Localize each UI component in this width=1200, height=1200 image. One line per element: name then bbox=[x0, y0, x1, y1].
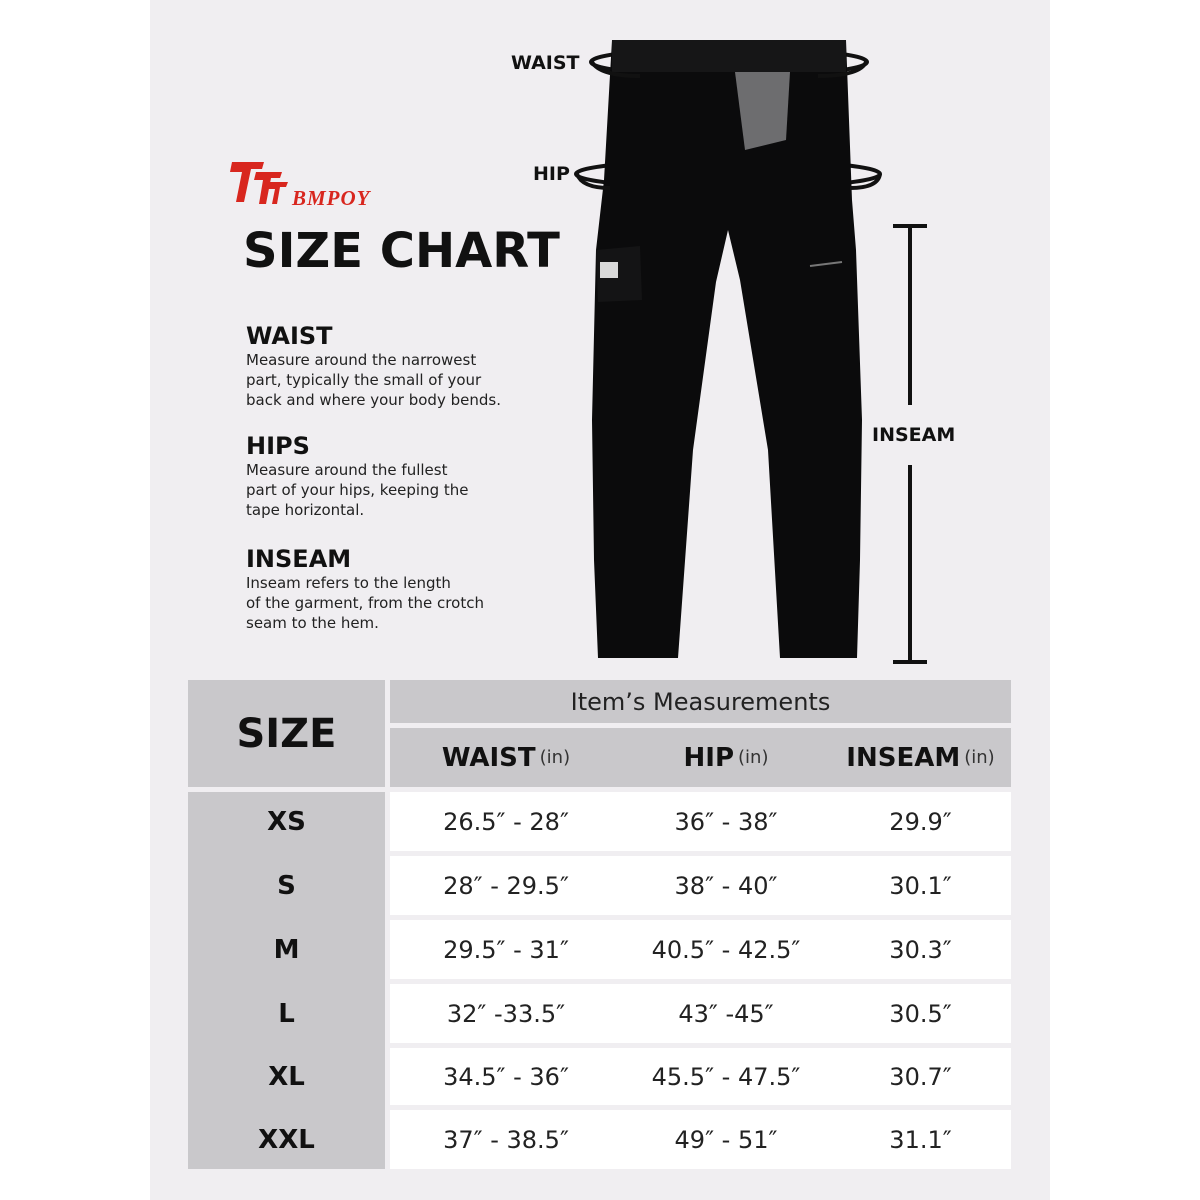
hip-cell bbox=[622, 984, 830, 1043]
section-inseam bbox=[246, 545, 576, 633]
brand-name: BMPOY bbox=[292, 186, 371, 210]
pocket-badge bbox=[600, 262, 618, 278]
section-line: seam to the hem. bbox=[246, 614, 379, 632]
waist-cell bbox=[390, 856, 622, 915]
hip-cell bbox=[622, 1048, 830, 1105]
waist-value: 37″ - 38.5″ bbox=[443, 1125, 569, 1154]
hip-value: 45.5″ - 47.5″ bbox=[651, 1062, 801, 1091]
waist-value: 26.5″ - 28″ bbox=[443, 807, 569, 836]
size-cell bbox=[188, 792, 385, 851]
section-line: back and where your body bends. bbox=[246, 391, 501, 409]
section-line: part of your hips, keeping the bbox=[246, 481, 469, 499]
inseam-value: 30.7″ bbox=[889, 1062, 952, 1091]
size-header-cell bbox=[188, 680, 385, 787]
inseam-cell bbox=[830, 984, 1011, 1043]
waist-cell bbox=[390, 1048, 622, 1105]
inseam-cell bbox=[830, 792, 1011, 851]
size-header: SIZE bbox=[236, 710, 337, 757]
column-header-unit: (in) bbox=[738, 747, 769, 768]
size-value: XS bbox=[267, 806, 306, 837]
section-heading: INSEAM bbox=[246, 545, 352, 573]
inseam-cell bbox=[830, 1048, 1011, 1105]
size-cell bbox=[188, 984, 385, 1043]
pants-shape bbox=[592, 40, 862, 658]
brand-logo bbox=[230, 158, 390, 210]
size-cell bbox=[188, 1048, 385, 1105]
size-cell bbox=[188, 856, 385, 915]
hip-value: 36″ - 38″ bbox=[674, 807, 778, 836]
size-value: L bbox=[278, 998, 295, 1029]
column-header-label: WAIST bbox=[441, 742, 536, 773]
waist-cell bbox=[390, 920, 622, 979]
inseam-cell bbox=[830, 856, 1011, 915]
hip-cell bbox=[622, 1110, 830, 1169]
section-line: Inseam refers to the length bbox=[246, 574, 451, 592]
section-heading: HIPS bbox=[246, 432, 310, 460]
size-cell bbox=[188, 920, 385, 979]
hip-cell bbox=[622, 856, 830, 915]
group-header-cell bbox=[390, 680, 1011, 723]
waistband bbox=[612, 40, 846, 72]
waist-value: 29.5″ - 31″ bbox=[443, 935, 569, 964]
column-header-label: INSEAM bbox=[846, 742, 961, 773]
section-heading: WAIST bbox=[246, 322, 333, 350]
hip-cell bbox=[622, 920, 830, 979]
section-line: Measure around the narrowest bbox=[246, 351, 477, 369]
pants-illustration bbox=[560, 0, 980, 680]
column-header-unit: (in) bbox=[539, 747, 571, 768]
inseam-callout: INSEAM bbox=[872, 424, 956, 446]
waist-cell bbox=[390, 792, 622, 851]
inseam-value: 29.9″ bbox=[889, 807, 952, 836]
hip-value: 43″ -45″ bbox=[678, 999, 774, 1028]
column-header-waist bbox=[390, 728, 622, 787]
waist-value: 34.5″ - 36″ bbox=[443, 1062, 569, 1091]
page-title: SIZE CHART bbox=[243, 223, 560, 279]
inseam-cell bbox=[830, 1110, 1011, 1169]
section-waist bbox=[246, 322, 576, 410]
group-header: Item’s Measurements bbox=[570, 687, 831, 716]
section-line: tape horizontal. bbox=[246, 501, 365, 519]
inseam-value: 30.5″ bbox=[889, 999, 952, 1028]
size-cell bbox=[188, 1110, 385, 1169]
column-header-label: HIP bbox=[683, 742, 735, 773]
size-value: XXL bbox=[258, 1124, 315, 1155]
hip-cell bbox=[622, 792, 830, 851]
hip-value: 49″ - 51″ bbox=[674, 1125, 778, 1154]
hip-callout: HIP bbox=[533, 163, 570, 185]
column-header-inseam bbox=[830, 728, 1011, 787]
size-value: S bbox=[277, 870, 296, 901]
column-header-unit: (in) bbox=[964, 747, 995, 768]
section-hips bbox=[246, 432, 576, 520]
inseam-value: 31.1″ bbox=[889, 1125, 952, 1154]
inseam-value: 30.3″ bbox=[889, 935, 952, 964]
waist-callout: WAIST bbox=[511, 52, 580, 74]
size-value: XL bbox=[268, 1061, 305, 1092]
section-line: Measure around the fullest bbox=[246, 461, 448, 479]
section-line: part, typically the small of your bbox=[246, 371, 482, 389]
waist-value: 32″ -33.5″ bbox=[446, 999, 566, 1028]
waist-value: 28″ - 29.5″ bbox=[443, 871, 569, 900]
section-line: of the garment, from the crotch bbox=[246, 594, 484, 612]
hip-value: 38″ - 40″ bbox=[674, 871, 778, 900]
inseam-cell bbox=[830, 920, 1011, 979]
waist-cell bbox=[390, 984, 622, 1043]
brand-logo-mark bbox=[230, 158, 290, 208]
inseam-value: 30.1″ bbox=[889, 871, 952, 900]
size-value: M bbox=[273, 934, 300, 965]
column-header-hip bbox=[622, 728, 830, 787]
hip-value: 40.5″ - 42.5″ bbox=[651, 935, 801, 964]
waist-cell bbox=[390, 1110, 622, 1169]
